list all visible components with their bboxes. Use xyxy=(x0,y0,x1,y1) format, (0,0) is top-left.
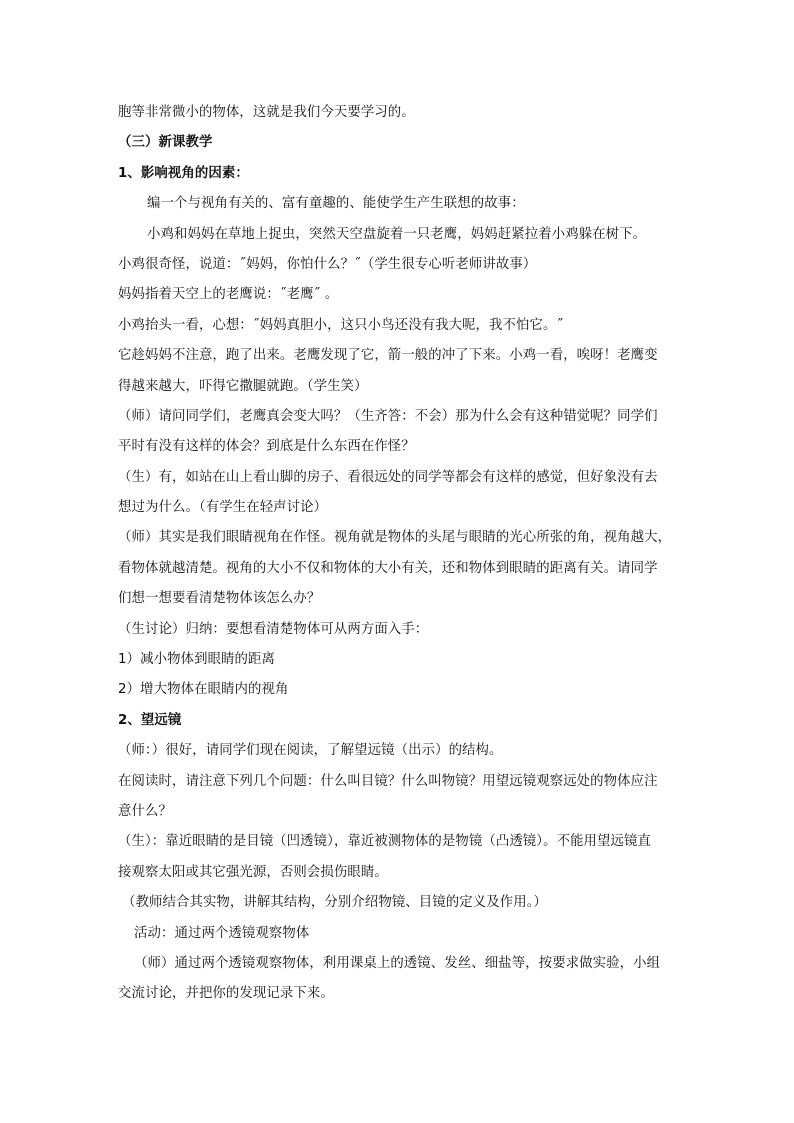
paragraph-line: （师）请问同学们，老鹰真会变大吗？（生齐答：不会）那为什么会有这种错觉呢？同学们 xyxy=(118,408,658,424)
list-item: 1）减小物体到眼睛的距离 xyxy=(118,652,276,668)
paragraph-line: （生讨论）归纳：要想看清楚物体可从两方面入手： xyxy=(118,621,429,637)
paragraph-line: 得越来越大，吓得它撒腿就跑。（学生笑） xyxy=(118,378,368,394)
paragraph-line: 接观察太阳或其它强光源，否则会损伤眼睛。 xyxy=(118,864,388,880)
paragraph-line: 小鸡和妈妈在草地上捉虫，突然天空盘旋着一只老鹰，妈妈赶紧拉着小鸡躲在树下。 xyxy=(147,226,647,242)
paragraph-line: 想过为什么。（有学生在轻声讨论） xyxy=(118,500,328,516)
paragraph-line: 小鸡抬头一看，心想：˝妈妈真胆小，这只小鸟还没有我大呢，我不怕它。˝ xyxy=(118,317,564,333)
paragraph-line: 交流讨论，并把你的发现记录下来。 xyxy=(118,986,334,1002)
subsection-heading: 1、影响视角的因素： xyxy=(118,165,249,181)
paragraph-line: 胞等非常微小的物体，这就是我们今天要学习的。 xyxy=(118,105,415,120)
paragraph-line: 它趁妈妈不注意，跑了出来。老鹰发现了它，箭一般的冲了下来。小鸡一看，唉呀！老鹰变 xyxy=(118,348,658,364)
paragraph-line: （师）其实是我们眼睛视角在作怪。视角就是物体的头尾与眼睛的光心所张的角，视角越大， xyxy=(118,530,672,546)
paragraph-line: 意什么？ xyxy=(118,803,172,819)
paragraph-line: （生）有，如站在山上看山脚的房子、看很远处的同学等都会有这样的感觉，但好象没有去 xyxy=(118,469,658,485)
section-heading: （三）新课教学 xyxy=(118,135,213,151)
paragraph-line: （师：）很好，请同学们现在阅读，了解望远镜（出示）的结构。 xyxy=(118,743,503,759)
paragraph-line: （生）：靠近眼睛的是目镜（凹透镜），靠近被测物体的是物镜（凸透镜）。不能用望远镜直 xyxy=(118,834,652,850)
list-item: 2）增大物体在眼睛内的视角 xyxy=(118,682,289,698)
paragraph-line: 在阅读时，请注意下列几个问题：什么叫目镜？什么叫物镜？用望远镜观察远处的物体应注 xyxy=(118,773,658,789)
activity-title: 活动：通过两个透镜观察物体 xyxy=(134,925,310,941)
paragraph-line: 看物体就越清楚。视角的大小不仅和物体的大小有关，还和物体到眼睛的距离有关。请同学 xyxy=(118,560,658,576)
paragraph-line: （教师结合其实物，讲解其结构，分别介绍物镜、目镜的定义及作用。） xyxy=(122,895,547,911)
paragraph-line: 们想一想要看清楚物体该怎么办？ xyxy=(118,591,321,607)
subsection-heading: 2、望远镜 xyxy=(118,712,182,728)
paragraph-line: 编一个与视角有关的、富有童趣的、能使学生产生联想的故事： xyxy=(147,196,525,212)
paragraph-line: 妈妈指着天空上的老鹰说：˝老鹰˝ 。 xyxy=(118,287,339,303)
paragraph-line: 小鸡很奇怪，说道：˝妈妈，你怕什么？˝（学生很专心听老师讲故事） xyxy=(118,256,537,272)
document-body xyxy=(118,102,678,1014)
paragraph-line: （师）通过两个透镜观察物体，利用课桌上的透镜、发丝、细盐等，按要求做实验，小组 xyxy=(134,955,661,971)
paragraph-line: 平时有没有这样的体会？到底是什么东西在作怪？ xyxy=(118,439,415,455)
